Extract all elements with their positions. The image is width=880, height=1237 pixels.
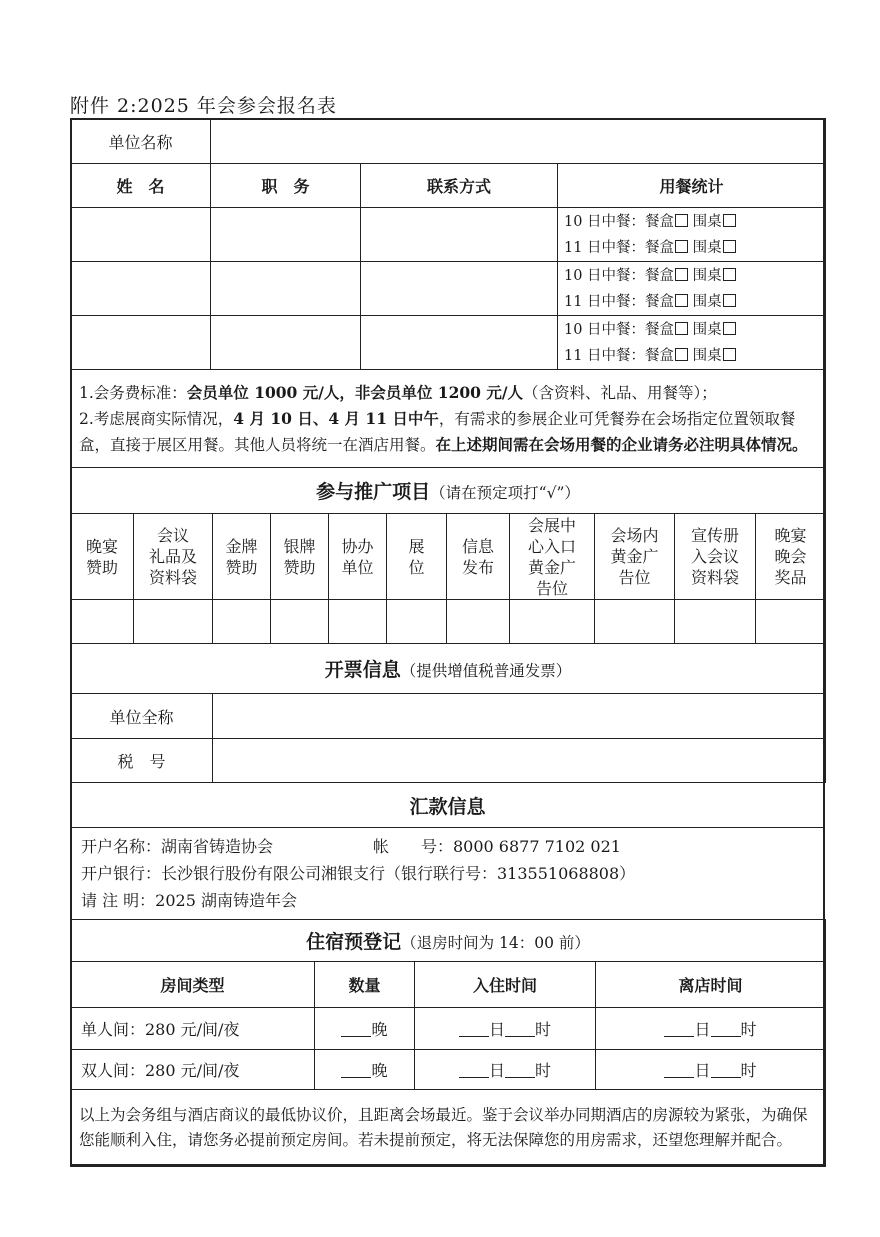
promo-item: 金牌 赞助 xyxy=(213,514,271,600)
promo-check-cell[interactable] xyxy=(675,600,756,644)
meal-cell: 10 日中餐：餐盒 围桌 11 日中餐：餐盒 围桌 xyxy=(558,262,826,316)
checkbox[interactable] xyxy=(723,268,736,281)
promo-check-cell[interactable] xyxy=(387,600,447,644)
account-name: 开户名称：湖南省铸造协会 xyxy=(81,837,274,856)
single-room-type: 单人间：280 元/间/夜 xyxy=(71,1008,315,1050)
promotion-table xyxy=(70,467,826,644)
checkin-field[interactable]: 日 时 xyxy=(415,1008,596,1050)
checkbox[interactable] xyxy=(723,348,736,361)
checkbox[interactable] xyxy=(723,214,736,227)
checkbox[interactable] xyxy=(675,240,688,253)
header-contact: 联系方式 xyxy=(361,164,558,208)
invoice-table xyxy=(70,643,826,783)
name-cell[interactable] xyxy=(71,208,211,262)
position-cell[interactable] xyxy=(211,208,361,262)
form-title: 附件 2:2025 年会参会报名表 xyxy=(70,95,337,117)
checkbox[interactable] xyxy=(675,322,688,335)
meal-cell: 10 日中餐：餐盒 围桌 11 日中餐：餐盒 围桌 xyxy=(558,316,826,370)
checkbox[interactable] xyxy=(675,294,688,307)
promo-item: 宣传册 入会议 资料袋 xyxy=(675,514,756,600)
checkout-field[interactable]: 日 时 xyxy=(596,1050,826,1090)
lodging-table xyxy=(70,919,826,1167)
participant-table xyxy=(70,118,826,468)
account-number: 帐 号：8000 6877 7102 021 xyxy=(373,837,621,856)
position-cell[interactable] xyxy=(211,316,361,370)
checkout-field[interactable]: 日 时 xyxy=(596,1008,826,1050)
remit-table xyxy=(70,782,825,920)
bank-info: 开户银行：长沙银行股份有限公司湘银支行（银行联行号：313551068808） xyxy=(81,864,636,883)
checkbox[interactable] xyxy=(675,348,688,361)
lodging-heading: 住宿预登记（退房时间为 14：00 前） xyxy=(71,920,826,962)
promo-check-cell[interactable] xyxy=(213,600,271,644)
name-cell[interactable] xyxy=(71,316,211,370)
invoice-name-label: 单位全称 xyxy=(71,694,213,739)
checkbox[interactable] xyxy=(675,214,688,227)
promo-check-cell[interactable] xyxy=(447,600,510,644)
promo-item: 银牌 赞助 xyxy=(271,514,329,600)
nights-field[interactable]: 晚 xyxy=(315,1008,415,1050)
promo-item: 会场内 黄金广 告位 xyxy=(595,514,675,600)
remit-memo: 请 注 明：2025 湖南铸造年会 xyxy=(81,891,297,910)
promo-check-cell[interactable] xyxy=(271,600,329,644)
checkin-header: 入住时间 xyxy=(415,962,596,1008)
position-cell[interactable] xyxy=(211,262,361,316)
lodging-footer: 以上为会务组与酒店商议的最低协议价，且距离会场最近。鉴于会议举办同期酒店的房源较为紧张，为确保您能顺利入住，请您务必提前预定房间。若未提前预定，将无法保障您的用房需求，还望您理解并配合。 xyxy=(71,1090,826,1167)
header-position: 职 务 xyxy=(211,164,361,208)
double-room-type: 双人间：280 元/间/夜 xyxy=(71,1050,315,1090)
meal-cell: 10 日中餐：餐盒 围桌 11 日中餐：餐盒 围桌 xyxy=(558,208,826,262)
header-name: 姓 名 xyxy=(71,164,211,208)
promo-check-cell[interactable] xyxy=(756,600,826,644)
unit-name-label: 单位名称 xyxy=(71,119,211,164)
invoice-name-field[interactable] xyxy=(213,694,826,739)
promotion-heading: 参与推广项目（请在预定项打“√”） xyxy=(71,468,826,514)
promo-item: 会展中 心入口 黄金广 告位 xyxy=(510,514,595,600)
promo-check-cell[interactable] xyxy=(595,600,675,644)
remit-info xyxy=(71,828,825,920)
promo-item: 协办 单位 xyxy=(329,514,387,600)
tax-number-field[interactable] xyxy=(213,739,826,783)
remit-heading: 汇款信息 xyxy=(71,783,825,828)
checkbox[interactable] xyxy=(723,294,736,307)
quantity-header: 数量 xyxy=(315,962,415,1008)
promotion-items-row xyxy=(71,514,826,600)
checkin-field[interactable]: 日 时 xyxy=(415,1050,596,1090)
checkbox[interactable] xyxy=(675,268,688,281)
promo-item: 晚宴 晚会 奖品 xyxy=(756,514,826,600)
promo-check-cell[interactable] xyxy=(71,600,134,644)
promo-check-cell[interactable] xyxy=(134,600,213,644)
promo-item: 展 位 xyxy=(387,514,447,600)
promo-item: 信息 发布 xyxy=(447,514,510,600)
contact-cell[interactable] xyxy=(361,316,558,370)
checkout-header: 离店时间 xyxy=(596,962,826,1008)
tax-number-label: 税 号 xyxy=(71,739,213,783)
promo-check-cell[interactable] xyxy=(510,600,595,644)
promo-item: 会议 礼品及 资料袋 xyxy=(134,514,213,600)
room-type-header: 房间类型 xyxy=(71,962,315,1008)
promo-check-cell[interactable] xyxy=(329,600,387,644)
checkbox[interactable] xyxy=(723,240,736,253)
nights-field[interactable]: 晚 xyxy=(315,1050,415,1090)
checkbox[interactable] xyxy=(723,322,736,335)
promo-item: 晚宴 赞助 xyxy=(71,514,134,600)
contact-cell[interactable] xyxy=(361,208,558,262)
unit-name-field[interactable] xyxy=(211,119,826,164)
name-cell[interactable] xyxy=(71,262,211,316)
contact-cell[interactable] xyxy=(361,262,558,316)
header-meal: 用餐统计 xyxy=(558,164,826,208)
invoice-heading: 开票信息（提供增值税普通发票） xyxy=(71,644,826,694)
fee-notes: 1.会务费标准：会员单位 1000 元/人，非会员单位 1200 元/人（含资料、礼品、用餐等）； 2.考虑展商实际情况，4 月 10 日、4 月 11 日中午，有需求的参展企业可凭餐券在会场指定位置领取餐盒，直接于展区用餐。其他人员将统一在酒店用餐。在上述期间需在会场用餐的企业请务必注明具体情况。 xyxy=(71,370,826,468)
